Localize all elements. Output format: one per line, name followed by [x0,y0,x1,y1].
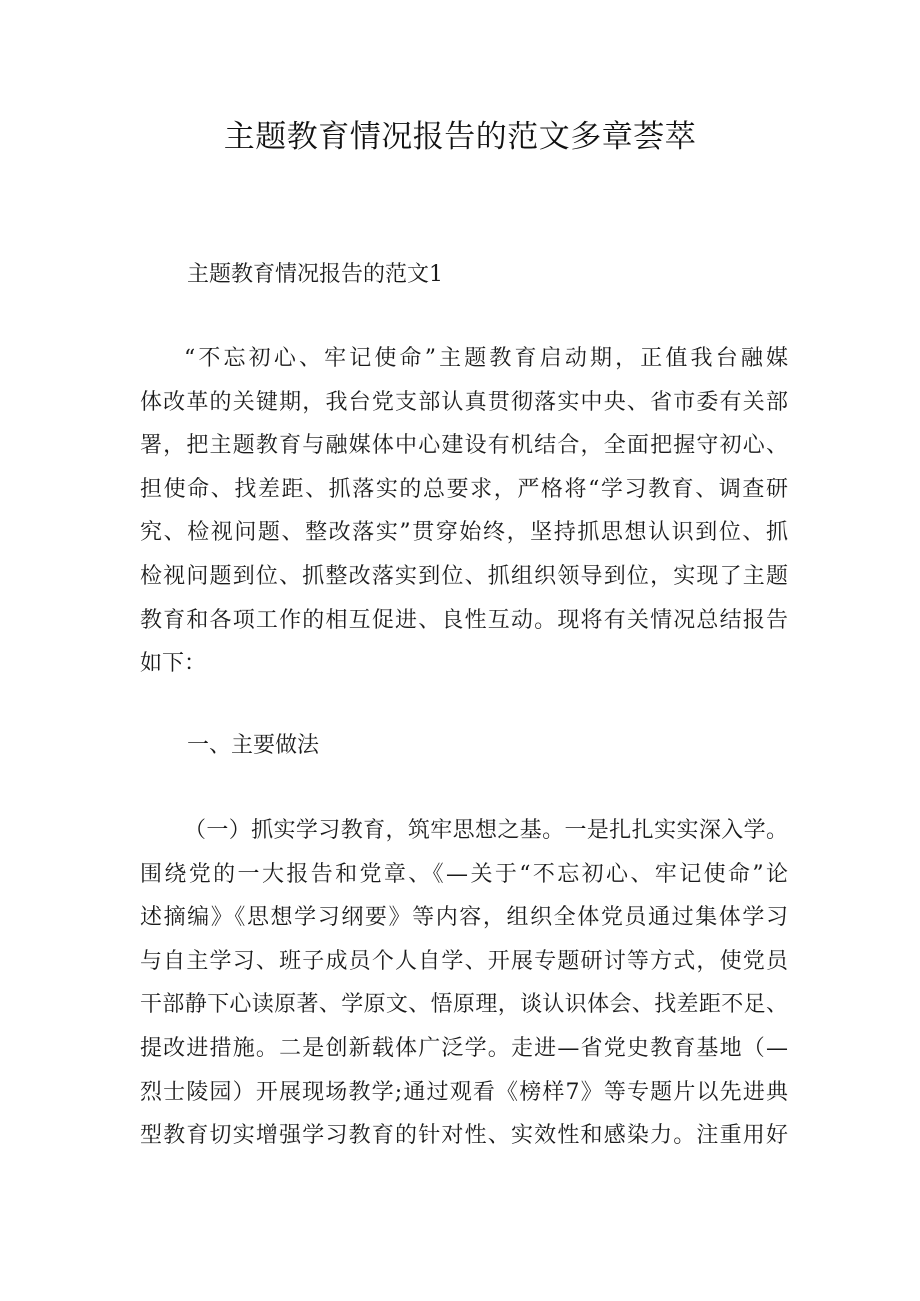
paragraph-line: 如下： [140,651,207,677]
paragraph-line: 教育和各项工作的相互促进、良性互动。现将有关情况总结报告 [140,607,788,633]
paragraph-line: 干部静下心读原著、学原文、悟原理，谈认识体会、找差距不足、 [140,992,788,1018]
paragraph-line: 检视问题到位、抓整改落实到位、抓组织领导到位，实现了主题 [140,563,788,589]
paragraph-line: 围绕党的一大报告和党章、《—关于“不忘初心、牢记使命”论 [140,861,788,887]
document-title: 主题教育情况报告的范文多章荟萃 [223,119,697,155]
paragraph-line: 型教育切实增强学习教育的针对性、实效性和感染力。注重用好 [140,1123,788,1149]
paragraph-intro [140,337,788,686]
paragraph-line: “不忘初心、牢记使命”主题教育启动期，正值我台融媒 [184,346,788,371]
paragraph-line: 体改革的关键期，我台党支部认真贯彻落实中央、省市委有关部 [140,389,788,415]
subheading-main-practices: 一、主要做法 [187,733,320,758]
paragraph-line: 与自主学习、班子成员个人自学、开展专题研讨等方式，使党员 [140,948,788,974]
paragraph-line: 署，把主题教育与融媒体中心建设有机结合，全面把握守初心、 [140,433,788,459]
paragraph-line: 究、检视问题、整改落实”贯穿始终，坚持抓思想认识到位、抓 [140,520,788,546]
paragraph-line: 担使命、找差距、抓落实的总要求，严格将“学习教育、调查研 [140,476,788,502]
section-heading: 主题教育情况报告的范文1 [187,262,443,287]
paragraph-study-education [140,809,788,1158]
paragraph-line: 提改进措施。二是创新载体广泛学。走进—省党史教育基地（— [140,1035,788,1061]
paragraph-line: 述摘编》《思想学习纲要》等内容，组织全体党员通过集体学习 [140,905,788,931]
paragraph-line: （一）抓实学习教育，筑牢思想之基。一是扎扎实实深入学。 [184,818,788,843]
paragraph-line: 烈士陵园）开展现场教学;通过观看《榜样7》等专题片以先进典 [140,1079,788,1105]
